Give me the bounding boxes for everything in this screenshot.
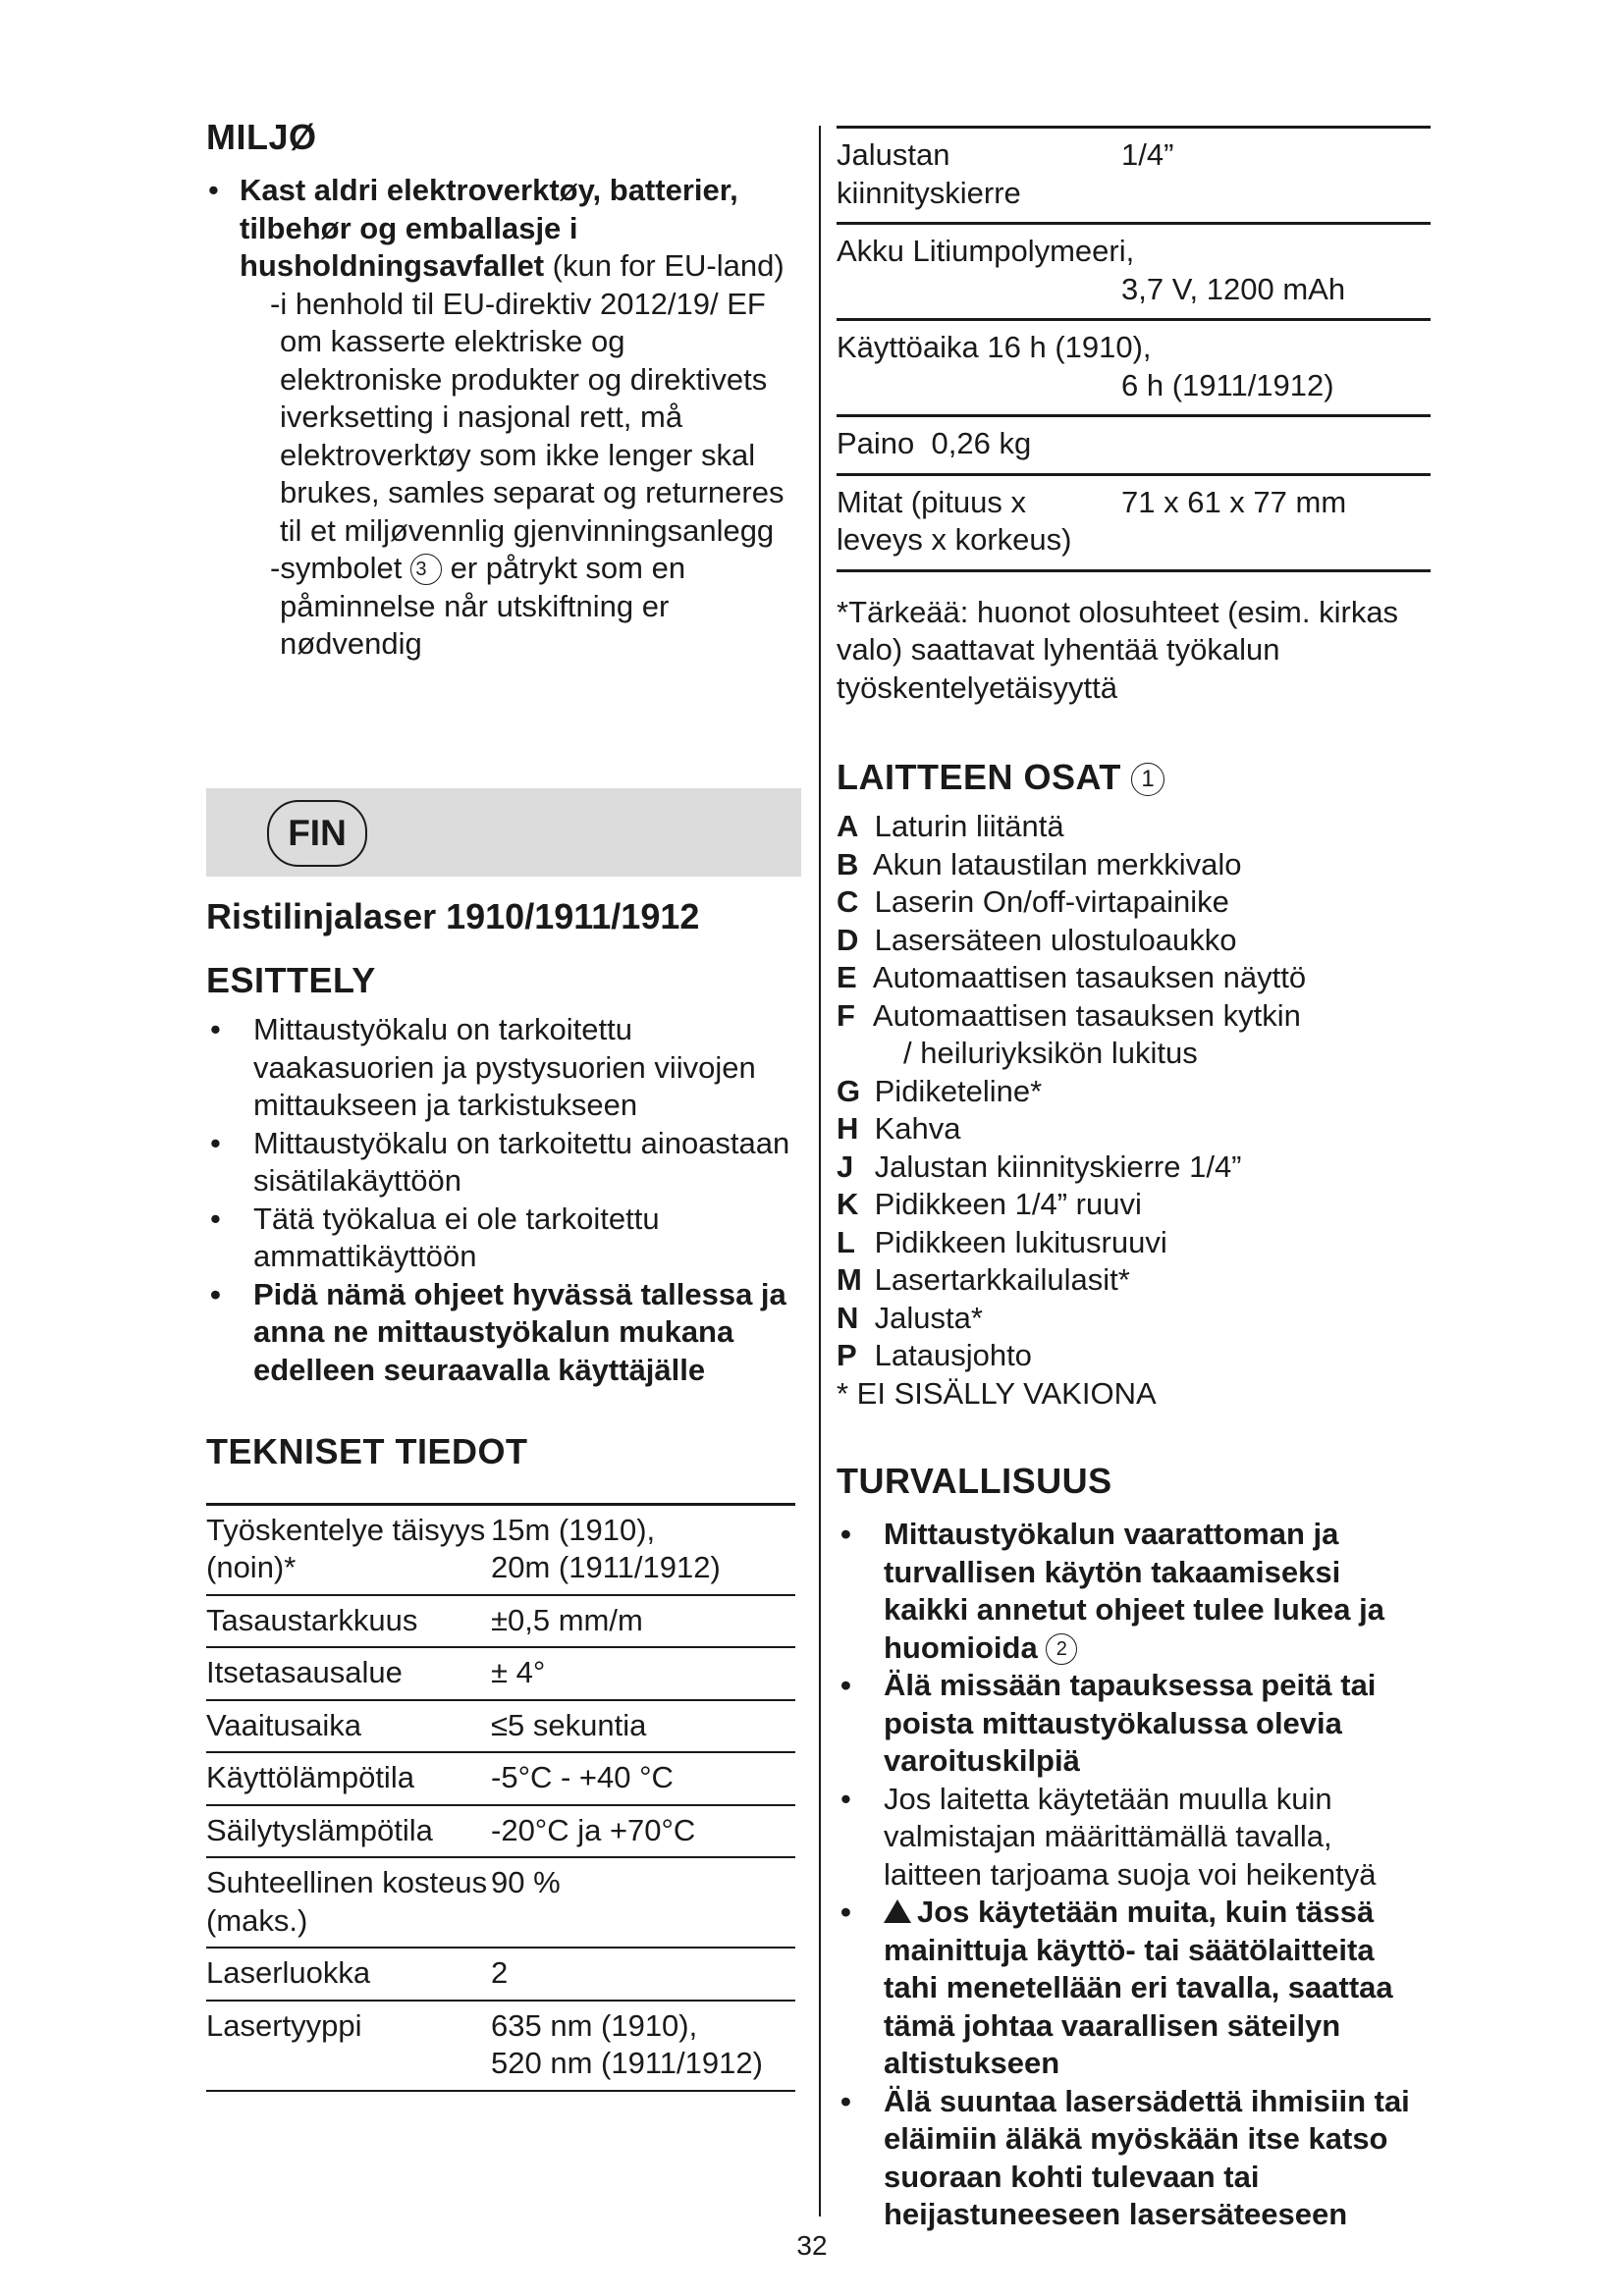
part-label: Lasertarkkailulasit* bbox=[874, 1262, 1130, 1298]
part-key: B bbox=[837, 846, 859, 881]
list-item bbox=[837, 1073, 1431, 1111]
note-text: *Tärkeää: huonot olosuhteet (esim. kirkas valo) saattavat lyhentää työkalun työskentelyetäisyyttä bbox=[837, 594, 1399, 705]
miljo-bullet-bold: Kast aldri elektroverktøy, batterier, tilbehør og emballasje i husholdningsavfallet bbox=[240, 173, 738, 284]
part-key: A bbox=[837, 809, 859, 844]
part-key: G bbox=[837, 1073, 861, 1108]
spec-line: 6 h (1911/1912) bbox=[1121, 367, 1334, 402]
list-item: • Tätä työkalua ei ole tarkoitettu ammattikäyttöön bbox=[206, 1201, 795, 1276]
spec-line: 3,7 V, 1200 mAh bbox=[1121, 271, 1346, 306]
column-divider bbox=[819, 126, 821, 2216]
turvallisuus-heading: TURVALLISUUS bbox=[837, 1461, 1112, 1502]
miljo-sub2-post: er påtrykt som en påminnelse når utskiftning er nødvendig bbox=[280, 551, 686, 662]
table-row bbox=[206, 1700, 795, 1753]
spec-value: ≤5 sekuntia bbox=[491, 1707, 647, 1742]
spec-value: 1/4” bbox=[1121, 137, 1174, 172]
list-item bbox=[837, 1337, 1431, 1375]
osat-heading bbox=[837, 756, 1431, 798]
spec-value: 15m (1910), 20m (1911/1912) bbox=[491, 1512, 721, 1585]
safety-text: Jos käytetään muita, kuin tässä mainittuja käyttö- tai säätölaitteita tahi menetellään eri tavalla, saattaa tämä johtaa vaarallisen säteilyn altistukseen bbox=[884, 1895, 1393, 2081]
part-key: C bbox=[837, 884, 859, 920]
list-item: • Pidä nämä ohjeet hyvässä tallessa ja anna ne mittaustyökalun mukana edelleen seuraavalla käyttäjälle bbox=[206, 1276, 795, 1390]
list-item bbox=[837, 922, 1431, 960]
list-item: • Mittaustyökalu on tarkoitettu ainoastaan sisätilakäyttöön bbox=[206, 1125, 795, 1201]
part-label: Latausjohto bbox=[874, 1338, 1032, 1373]
list-item bbox=[837, 1110, 1431, 1148]
part-label: Jalusta* bbox=[874, 1300, 983, 1335]
spec-label: Itsetasausalue bbox=[206, 1655, 403, 1690]
spec-value: ±0,5 mm/m bbox=[491, 1602, 643, 1637]
product-title: Ristilinjalaser 1910/1911/1912 bbox=[206, 896, 700, 936]
left-column bbox=[206, 116, 795, 664]
page-number: 32 bbox=[796, 2230, 828, 2261]
spec-label: Työskentelye täisyys (noin)* bbox=[206, 1512, 486, 1585]
spec-value: -20°C ja +70°C bbox=[491, 1812, 696, 1847]
part-label: Laturin liitäntä bbox=[874, 809, 1064, 844]
spec-row-mitat bbox=[837, 476, 1431, 572]
spec-row-paino bbox=[837, 417, 1431, 476]
list-item bbox=[837, 883, 1431, 922]
spec-label: Laserluokka bbox=[206, 1955, 371, 1991]
esittely-list bbox=[206, 1011, 795, 1389]
language-band bbox=[206, 788, 801, 877]
part-label: Automaattisen tasauksen kytkin bbox=[872, 997, 1301, 1033]
part-label: Pidiketeline* bbox=[874, 1073, 1043, 1108]
table-row bbox=[206, 1647, 795, 1700]
list-item: • Mittaustyökalu on tarkoitettu vaakasuorien ja pystysuorien viivojen mittaukseen ja tarkistukseen bbox=[206, 1011, 795, 1125]
osat-heading-text: LAITTEEN OSAT bbox=[837, 757, 1121, 797]
miljo-sub2-pre: -symbolet bbox=[270, 551, 410, 586]
spec-row-jalustan bbox=[837, 126, 1431, 225]
spec-label: Suhteellinen kosteus (maks.) bbox=[206, 1865, 488, 1938]
table-row bbox=[206, 1948, 795, 2001]
list-item bbox=[837, 1894, 1431, 2083]
list-item bbox=[837, 997, 1431, 1073]
language-badge: FIN bbox=[267, 800, 367, 867]
miljo-sub2 bbox=[206, 550, 795, 664]
list-item: • Älä missään tapauksessa peitä tai poista mittaustyökalussa olevia varoituskilpiä bbox=[837, 1667, 1431, 1781]
miljo-sub bbox=[206, 286, 795, 664]
parts-list bbox=[837, 808, 1431, 1375]
list-item bbox=[837, 1186, 1431, 1224]
circled-number-icon: 2 bbox=[1046, 1633, 1077, 1665]
table-row bbox=[206, 1857, 795, 1948]
list-item bbox=[206, 172, 795, 286]
list-item bbox=[837, 1148, 1431, 1187]
spec-row-akku bbox=[837, 225, 1431, 321]
list-item bbox=[837, 1300, 1431, 1338]
list-item bbox=[837, 846, 1431, 884]
part-label: Automaattisen tasauksen näyttö bbox=[872, 960, 1307, 995]
miljo-bullet-tail: (kun for EU-land) bbox=[544, 248, 785, 284]
right-spec-table bbox=[837, 126, 1431, 572]
table-row bbox=[206, 2001, 795, 2091]
parts-footnote: * EI SISÄLLY VAKIONA bbox=[837, 1375, 1157, 1411]
miljo-heading: MILJØ bbox=[206, 117, 317, 157]
list-item: • Jos laitetta käytetään muulla kuin valmistajan määrittämällä tavalla, laitteen tarjoama suoja voi heikentyä bbox=[837, 1781, 1431, 1895]
table-row bbox=[206, 1805, 795, 1858]
part-key: K bbox=[837, 1187, 859, 1222]
list-item: • Älä suuntaa lasersädettä ihmisiin tai eläimiin äläkä myöskään itse katso suoraan kohti tulevaan tai heijastuneeseen lasersäteeseen bbox=[837, 2083, 1431, 2234]
miljo-sub1: -i henhold til EU-direktiv 2012/19/ EF om kasserte elektriske og elektroniske produkter og direktivets iverksetting i nasjonal rett, må elektroverktøy som ikke lenger skal brukes, samles separat og returneres til et miljøvennlig gjenvinningsanlegg bbox=[270, 286, 785, 548]
part-label: Jalustan kiinnityskierre 1/4” bbox=[874, 1148, 1242, 1184]
spec-line: Käyttöaika 16 h (1910), bbox=[837, 330, 1152, 364]
left-column-lower bbox=[206, 895, 795, 2092]
spec-label: Tasaustarkkuus bbox=[206, 1602, 418, 1637]
part-label: Lasersäteen ulostuloaukko bbox=[874, 922, 1237, 957]
spec-value: 71 x 61 x 77 mm bbox=[1121, 484, 1347, 519]
part-label-continued: / heiluriyksikön lukitus bbox=[903, 1036, 1198, 1071]
right-column bbox=[837, 126, 1431, 2234]
miljo-list bbox=[206, 172, 795, 286]
table-row bbox=[206, 1752, 795, 1805]
list-item bbox=[837, 959, 1431, 997]
part-key: J bbox=[837, 1148, 854, 1184]
warning-triangle-icon bbox=[884, 1899, 911, 1923]
part-label: Akun lataustilan merkkivalo bbox=[872, 846, 1242, 881]
spec-row-kaytto bbox=[837, 321, 1431, 417]
spec-value: ± 4° bbox=[491, 1655, 546, 1690]
spec-value: 90 % bbox=[491, 1865, 561, 1900]
part-key: M bbox=[837, 1262, 862, 1298]
spec-label: Käyttölämpötila bbox=[206, 1760, 414, 1795]
part-label: Laserin On/off-virtapainike bbox=[874, 884, 1229, 920]
circled-number-icon: 1 bbox=[1131, 763, 1164, 796]
esittely-heading: ESITTELY bbox=[206, 960, 376, 1001]
spec-label: Säilytyslämpötila bbox=[206, 1812, 433, 1847]
part-key: H bbox=[837, 1111, 859, 1147]
list-item bbox=[837, 1516, 1431, 1667]
spec-value: 2 bbox=[491, 1955, 509, 1991]
part-label: Pidikkeen 1/4” ruuvi bbox=[874, 1187, 1142, 1222]
part-key: D bbox=[837, 922, 859, 957]
table-row bbox=[206, 1504, 795, 1595]
part-label: Pidikkeen lukitusruuvi bbox=[874, 1224, 1167, 1259]
spec-value: -5°C - +40 °C bbox=[491, 1760, 674, 1795]
tekniset-heading: TEKNISET TIEDOT bbox=[206, 1431, 528, 1472]
list-item bbox=[837, 1261, 1431, 1300]
list-item bbox=[837, 808, 1431, 846]
spec-label: Lasertyyppi bbox=[206, 2007, 362, 2043]
spec-label: Vaaitusaika bbox=[206, 1707, 361, 1742]
part-key: F bbox=[837, 997, 855, 1033]
tech-spec-table bbox=[206, 1503, 795, 2092]
spec-value: 635 nm (1910), 520 nm (1911/1912) bbox=[491, 2007, 763, 2081]
part-key: L bbox=[837, 1224, 855, 1259]
part-key: E bbox=[837, 960, 857, 995]
part-key: N bbox=[837, 1300, 859, 1335]
part-label: Kahva bbox=[874, 1111, 961, 1147]
spec-line: Akku Litiumpolymeeri, bbox=[837, 234, 1135, 268]
part-key: P bbox=[837, 1338, 857, 1373]
spec-label: Jalustan kiinnityskierre bbox=[837, 137, 1021, 210]
spec-label: Mitat (pituus x leveys x korkeus) bbox=[837, 484, 1072, 557]
spec-line: Paino 0,26 kg bbox=[837, 426, 1032, 460]
list-item bbox=[837, 1224, 1431, 1262]
turvallisuus-list bbox=[837, 1516, 1431, 2234]
safety-text: Mittaustyökalun vaarattoman ja turvallisen käytön takaamiseksi kaikki annetut ohjeet tulee lukea ja huomioida bbox=[884, 1517, 1384, 1665]
table-row bbox=[206, 1595, 795, 1648]
circled-number-icon: 3 bbox=[410, 554, 442, 585]
